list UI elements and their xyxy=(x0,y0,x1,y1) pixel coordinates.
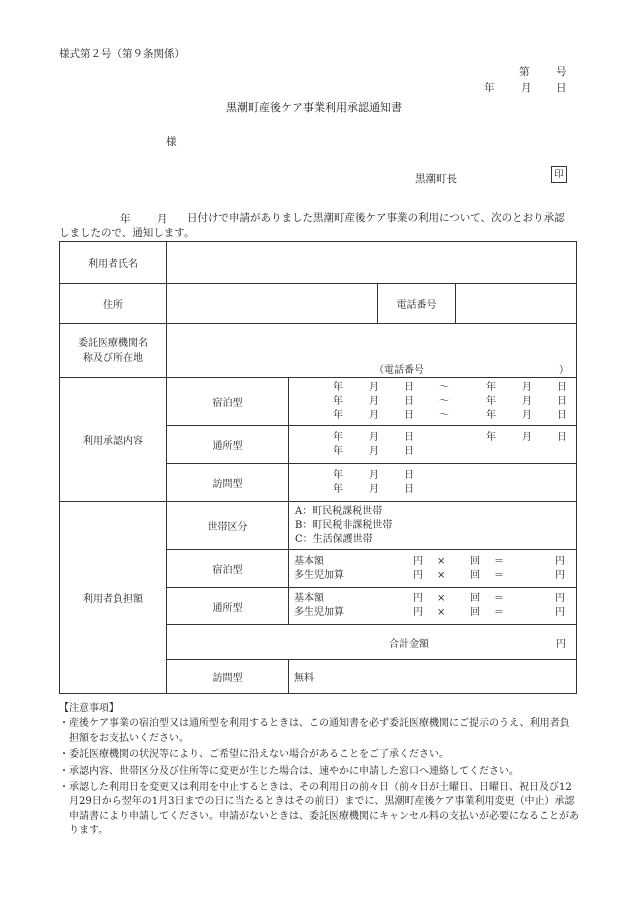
stay-date-line-2: 年 月 日 ～ 年 月 日 xyxy=(333,395,567,407)
date-day: 日 xyxy=(556,82,567,94)
approval-label: 利用承認内容 xyxy=(60,378,167,502)
user-name-label: 利用者氏名 xyxy=(60,242,167,284)
stay-date-line-3: 年 月 日 ～ 年 月 日 xyxy=(333,409,567,421)
burden-stay-label: 宿泊型 xyxy=(167,550,289,588)
total-label: 合計金額 xyxy=(389,639,429,650)
facility-phone-close: ） xyxy=(559,365,569,376)
day-date-line-1: 年 月 日 年 月 日 xyxy=(333,431,567,443)
note-item-4: ・承認した利用日を変更又は利用を中止するときは、その利用日の前々日（前々日が土曜日、日曜日、祝日及び12月29日から翌年の1月3日までの日に当たるときはその前日）までに、黒潮町産後ケア事業利用変更（中止）承認申請書により申請してください。申請がないときは、委託医療機関にキャンセル料の支払いが必要になることがあります。 xyxy=(59,782,579,837)
burden-stay-fees[interactable] xyxy=(289,550,577,588)
row-approval-stay xyxy=(60,378,577,426)
approval-stay-dates[interactable] xyxy=(289,378,577,426)
row-household xyxy=(60,502,577,550)
household-options[interactable] xyxy=(289,502,577,550)
form-number: 様式第２号（第９条関係） xyxy=(59,48,185,60)
sender-name: 黒潮町長 xyxy=(415,173,457,185)
row-address xyxy=(60,284,577,324)
burden-day-fees[interactable] xyxy=(289,588,577,625)
facility-field[interactable] xyxy=(167,324,577,378)
row-user-name xyxy=(60,242,577,284)
doc-number-dai: 第 xyxy=(519,66,530,78)
approval-visit-dates[interactable] xyxy=(289,464,577,502)
address-label: 住所 xyxy=(60,284,167,324)
phone-label: 電話番号 xyxy=(378,284,456,323)
facility-phone-open: （電話番号 xyxy=(374,365,424,376)
approval-day-label: 通所型 xyxy=(167,426,289,464)
burden-label: 利用者負担額 xyxy=(60,502,167,694)
visit-date-line-2: 年 月 日 xyxy=(333,483,414,495)
facility-label-2: 称及び所在地 xyxy=(83,352,143,364)
note-item-3: ・承認内容、世帯区分及び住所等に変更が生じた場合は、速やかに申請した窓口へ連絡してください。 xyxy=(59,765,519,777)
date-year: 年 xyxy=(484,82,495,94)
household-option-c: C：生活保護世帯 xyxy=(295,533,373,545)
household-label: 世帯区分 xyxy=(167,502,289,550)
approval-day-dates[interactable] xyxy=(289,426,577,464)
user-name-field[interactable] xyxy=(167,242,577,284)
intro-month: 月 xyxy=(157,213,168,225)
note-item-2: ・委託医療機関の状況等により、ご希望に沿えない場合があることをご了承ください。 xyxy=(59,749,449,761)
approval-form-table xyxy=(59,241,577,694)
intro-year: 年 xyxy=(120,213,131,225)
household-option-b: B：町民税非課税世帯 xyxy=(295,519,393,531)
address-field[interactable] xyxy=(167,284,378,324)
day-date-line-2: 年 月 日 xyxy=(333,445,414,457)
note-item-1: ・産後ケア事業の宿泊型又は通所型を利用するときは、この通知書を必ず委託医療機関にご提示のうえ、利用者負担額をお支払いください。 xyxy=(59,718,570,744)
total-field[interactable] xyxy=(167,625,577,660)
date-month: 月 xyxy=(521,82,532,94)
notes-heading: 【注意事項】 xyxy=(59,703,119,714)
day-base-fee: 基本額 円 × 回 ＝ 円 xyxy=(294,593,565,604)
seal-stamp: 印 xyxy=(551,166,567,183)
burden-day-label: 通所型 xyxy=(167,588,289,625)
doc-number-go: 号 xyxy=(556,66,567,78)
burden-visit-free: 無料 xyxy=(289,660,577,694)
notes-section xyxy=(59,702,579,841)
burden-visit-label: 訪問型 xyxy=(167,660,289,694)
row-facility xyxy=(60,324,577,378)
phone-field[interactable] xyxy=(456,284,576,323)
visit-date-line-1: 年 月 日 xyxy=(333,469,414,481)
stay-date-line-1: 年 月 日 ～ 年 月 日 xyxy=(333,381,567,393)
intro-text: 日付けで申請がありました黒潮町産後ケア事業の利用について、次のとおり承認しましたので、通知します。 xyxy=(59,212,565,239)
approval-visit-label: 訪問型 xyxy=(167,464,289,502)
total-yen: 円 xyxy=(556,639,566,650)
document-title: 黒潮町産後ケア事業利用承認通知書 xyxy=(226,101,402,114)
recipient-suffix: 様 xyxy=(166,136,177,148)
stay-multi-fee: 多生児加算 円 × 回 ＝ 円 xyxy=(294,569,565,581)
household-option-a: A：町民税課税世帯 xyxy=(295,505,383,517)
stay-base-fee: 基本額 円 × 回 ＝ 円 xyxy=(294,555,565,567)
day-multi-fee: 多生児加算 円 × 回 ＝ 円 xyxy=(294,607,565,618)
approval-stay-label: 宿泊型 xyxy=(167,378,289,426)
facility-label-1: 委託医療機関名 xyxy=(78,337,148,349)
